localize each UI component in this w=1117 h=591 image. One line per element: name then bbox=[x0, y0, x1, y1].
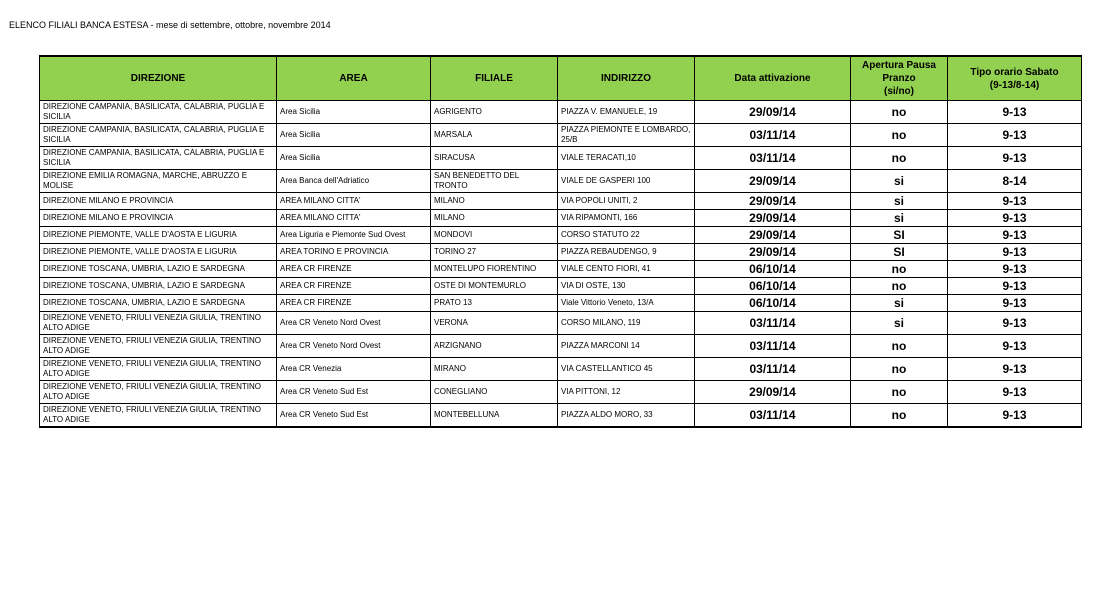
cell-indirizzo: PIAZZA REBAUDENGO, 9 bbox=[558, 244, 695, 261]
cell-data-attivazione: 03/11/14 bbox=[695, 312, 851, 335]
cell-apertura-pausa: SI bbox=[851, 227, 948, 244]
cell-direzione: DIREZIONE CAMPANIA, BASILICATA, CALABRIA, PUGLIA E SICILIA bbox=[40, 124, 277, 147]
cell-tipo-orario-sabato: 9-13 bbox=[948, 193, 1082, 210]
table-row bbox=[40, 295, 1082, 312]
cell-indirizzo: VIA CASTELLANTICO 45 bbox=[558, 358, 695, 381]
cell-tipo-orario-sabato: 9-13 bbox=[948, 124, 1082, 147]
cell-tipo-orario-sabato: 9-13 bbox=[948, 335, 1082, 358]
cell-filiale: MIRANO bbox=[431, 358, 558, 381]
cell-filiale: CONEGLIANO bbox=[431, 381, 558, 404]
cell-direzione: DIREZIONE CAMPANIA, BASILICATA, CALABRIA, PUGLIA E SICILIA bbox=[40, 147, 277, 170]
cell-area: AREA CR FIRENZE bbox=[277, 261, 431, 278]
cell-apertura-pausa: no bbox=[851, 124, 948, 147]
cell-direzione: DIREZIONE VENETO, FRIULI VENEZIA GIULIA, TRENTINO ALTO ADIGE bbox=[40, 381, 277, 404]
table-row bbox=[40, 278, 1082, 295]
table-row bbox=[40, 244, 1082, 261]
table-row bbox=[40, 381, 1082, 404]
header-indirizzo: INDIRIZZO bbox=[558, 56, 695, 101]
cell-indirizzo: CORSO MILANO, 119 bbox=[558, 312, 695, 335]
branches-table bbox=[39, 55, 1082, 428]
table-row bbox=[40, 210, 1082, 227]
cell-indirizzo: PIAZZA MARCONI 14 bbox=[558, 335, 695, 358]
cell-filiale: AGRIGENTO bbox=[431, 101, 558, 124]
table-row bbox=[40, 312, 1082, 335]
cell-apertura-pausa: no bbox=[851, 147, 948, 170]
cell-apertura-pausa: no bbox=[851, 261, 948, 278]
header-pausa-line-2: Pranzo bbox=[882, 73, 916, 84]
cell-data-attivazione: 03/11/14 bbox=[695, 358, 851, 381]
cell-direzione: DIREZIONE VENETO, FRIULI VENEZIA GIULIA, TRENTINO ALTO ADIGE bbox=[40, 358, 277, 381]
cell-direzione: DIREZIONE TOSCANA, UMBRIA, LAZIO E SARDEGNA bbox=[40, 295, 277, 312]
cell-filiale: MARSALA bbox=[431, 124, 558, 147]
table-body bbox=[40, 101, 1082, 428]
cell-area: AREA MILANO CITTA' bbox=[277, 193, 431, 210]
cell-filiale: MONTEBELLUNA bbox=[431, 404, 558, 428]
cell-direzione: DIREZIONE PIEMONTE, VALLE D'AOSTA E LIGURIA bbox=[40, 244, 277, 261]
cell-apertura-pausa: si bbox=[851, 210, 948, 227]
cell-apertura-pausa: si bbox=[851, 170, 948, 193]
cell-tipo-orario-sabato: 9-13 bbox=[948, 278, 1082, 295]
cell-area: AREA TORINO E PROVINCIA bbox=[277, 244, 431, 261]
cell-area: Area CR Veneto Nord Ovest bbox=[277, 312, 431, 335]
table-row bbox=[40, 170, 1082, 193]
cell-tipo-orario-sabato: 9-13 bbox=[948, 381, 1082, 404]
cell-tipo-orario-sabato: 9-13 bbox=[948, 101, 1082, 124]
cell-tipo-orario-sabato: 9-13 bbox=[948, 295, 1082, 312]
cell-apertura-pausa: no bbox=[851, 381, 948, 404]
table-row bbox=[40, 358, 1082, 381]
cell-direzione: DIREZIONE CAMPANIA, BASILICATA, CALABRIA, PUGLIA E SICILIA bbox=[40, 101, 277, 124]
cell-filiale: VERONA bbox=[431, 312, 558, 335]
cell-direzione: DIREZIONE EMILIA ROMAGNA, MARCHE, ABRUZZO E MOLISE bbox=[40, 170, 277, 193]
cell-indirizzo: PIAZZA PIEMONTE E LOMBARDO, 25/B bbox=[558, 124, 695, 147]
cell-data-attivazione: 29/09/14 bbox=[695, 193, 851, 210]
cell-apertura-pausa: no bbox=[851, 101, 948, 124]
table-header-row bbox=[40, 56, 1082, 101]
cell-filiale: MILANO bbox=[431, 210, 558, 227]
table-row bbox=[40, 261, 1082, 278]
cell-data-attivazione: 29/09/14 bbox=[695, 210, 851, 227]
cell-direzione: DIREZIONE PIEMONTE, VALLE D'AOSTA E LIGURIA bbox=[40, 227, 277, 244]
table-row bbox=[40, 404, 1082, 428]
cell-indirizzo: VIALE CENTO FIORI, 41 bbox=[558, 261, 695, 278]
cell-tipo-orario-sabato: 9-13 bbox=[948, 358, 1082, 381]
cell-apertura-pausa: no bbox=[851, 404, 948, 428]
cell-filiale: MONDOVI bbox=[431, 227, 558, 244]
header-apertura-pausa bbox=[851, 56, 948, 101]
cell-data-attivazione: 29/09/14 bbox=[695, 244, 851, 261]
cell-apertura-pausa: si bbox=[851, 312, 948, 335]
cell-tipo-orario-sabato: 9-13 bbox=[948, 312, 1082, 335]
cell-data-attivazione: 29/09/14 bbox=[695, 101, 851, 124]
cell-area: Area CR Veneto Sud Est bbox=[277, 381, 431, 404]
cell-filiale: MILANO bbox=[431, 193, 558, 210]
cell-area: Area Banca dell'Adriatico bbox=[277, 170, 431, 193]
cell-data-attivazione: 03/11/14 bbox=[695, 404, 851, 428]
cell-apertura-pausa: no bbox=[851, 278, 948, 295]
header-pausa-line-1: Apertura Pausa bbox=[862, 60, 936, 71]
cell-direzione: DIREZIONE TOSCANA, UMBRIA, LAZIO E SARDEGNA bbox=[40, 261, 277, 278]
cell-data-attivazione: 29/09/14 bbox=[695, 381, 851, 404]
cell-tipo-orario-sabato: 9-13 bbox=[948, 227, 1082, 244]
cell-filiale: SIRACUSA bbox=[431, 147, 558, 170]
header-tipo-orario-sabato bbox=[948, 56, 1082, 101]
cell-direzione: DIREZIONE VENETO, FRIULI VENEZIA GIULIA, TRENTINO ALTO ADIGE bbox=[40, 335, 277, 358]
cell-data-attivazione: 29/09/14 bbox=[695, 170, 851, 193]
header-sabato-line-1: Tipo orario Sabato bbox=[970, 66, 1059, 78]
cell-filiale: ARZIGNANO bbox=[431, 335, 558, 358]
cell-indirizzo: PIAZZA V. EMANUELE, 19 bbox=[558, 101, 695, 124]
document-title: ELENCO FILIALI BANCA ESTESA - mese di settembre, ottobre, novembre 2014 bbox=[9, 20, 331, 30]
cell-indirizzo: VIALE TERACATI,10 bbox=[558, 147, 695, 170]
cell-direzione: DIREZIONE MILANO E PROVINCIA bbox=[40, 193, 277, 210]
table-row bbox=[40, 124, 1082, 147]
cell-apertura-pausa: si bbox=[851, 295, 948, 312]
cell-filiale: SAN BENEDETTO DEL TRONTO bbox=[431, 170, 558, 193]
header-data-attivazione: Data attivazione bbox=[695, 56, 851, 101]
cell-area: AREA CR FIRENZE bbox=[277, 278, 431, 295]
cell-tipo-orario-sabato: 9-13 bbox=[948, 261, 1082, 278]
cell-direzione: DIREZIONE VENETO, FRIULI VENEZIA GIULIA, TRENTINO ALTO ADIGE bbox=[40, 312, 277, 335]
header-direzione: DIREZIONE bbox=[40, 56, 277, 101]
cell-data-attivazione: 29/09/14 bbox=[695, 227, 851, 244]
cell-filiale: PRATO 13 bbox=[431, 295, 558, 312]
cell-data-attivazione: 06/10/14 bbox=[695, 295, 851, 312]
table-row bbox=[40, 335, 1082, 358]
cell-indirizzo: VIA RIPAMONTI, 166 bbox=[558, 210, 695, 227]
table-row bbox=[40, 147, 1082, 170]
cell-data-attivazione: 06/10/14 bbox=[695, 278, 851, 295]
cell-area: AREA MILANO CITTA' bbox=[277, 210, 431, 227]
cell-data-attivazione: 06/10/14 bbox=[695, 261, 851, 278]
cell-apertura-pausa: SI bbox=[851, 244, 948, 261]
cell-apertura-pausa: si bbox=[851, 193, 948, 210]
cell-indirizzo: VIA PITTONI, 12 bbox=[558, 381, 695, 404]
header-sabato-line-2: (9-13/8-14) bbox=[989, 79, 1040, 91]
cell-tipo-orario-sabato: 9-13 bbox=[948, 210, 1082, 227]
cell-apertura-pausa: no bbox=[851, 335, 948, 358]
table-row bbox=[40, 227, 1082, 244]
cell-indirizzo: PIAZZA ALDO MORO, 33 bbox=[558, 404, 695, 428]
cell-area: Area CR Veneto Nord Ovest bbox=[277, 335, 431, 358]
table-row bbox=[40, 193, 1082, 210]
cell-data-attivazione: 03/11/14 bbox=[695, 147, 851, 170]
cell-tipo-orario-sabato: 9-13 bbox=[948, 404, 1082, 428]
cell-direzione: DIREZIONE TOSCANA, UMBRIA, LAZIO E SARDEGNA bbox=[40, 278, 277, 295]
cell-direzione: DIREZIONE VENETO, FRIULI VENEZIA GIULIA, TRENTINO ALTO ADIGE bbox=[40, 404, 277, 428]
cell-filiale: TORINO 27 bbox=[431, 244, 558, 261]
cell-tipo-orario-sabato: 9-13 bbox=[948, 244, 1082, 261]
cell-indirizzo: VIA DI OSTE, 130 bbox=[558, 278, 695, 295]
cell-indirizzo: Viale Vittorio Veneto, 13/A bbox=[558, 295, 695, 312]
cell-area: Area Sicilia bbox=[277, 147, 431, 170]
header-pausa-line-3: (si/no) bbox=[884, 86, 914, 97]
cell-area: Area Sicilia bbox=[277, 101, 431, 124]
cell-indirizzo: CORSO STATUTO 22 bbox=[558, 227, 695, 244]
cell-area: Area CR Venezia bbox=[277, 358, 431, 381]
cell-tipo-orario-sabato: 8-14 bbox=[948, 170, 1082, 193]
cell-filiale: MONTELUPO FIORENTINO bbox=[431, 261, 558, 278]
cell-indirizzo: VIALE DE GASPERI 100 bbox=[558, 170, 695, 193]
cell-tipo-orario-sabato: 9-13 bbox=[948, 147, 1082, 170]
cell-direzione: DIREZIONE MILANO E PROVINCIA bbox=[40, 210, 277, 227]
cell-area: Area Liguria e Piemonte Sud Ovest bbox=[277, 227, 431, 244]
cell-area: Area Sicilia bbox=[277, 124, 431, 147]
cell-data-attivazione: 03/11/14 bbox=[695, 335, 851, 358]
cell-indirizzo: VIA POPOLI UNITI, 2 bbox=[558, 193, 695, 210]
header-filiale: FILIALE bbox=[431, 56, 558, 101]
cell-area: AREA CR FIRENZE bbox=[277, 295, 431, 312]
cell-area: Area CR Veneto Sud Est bbox=[277, 404, 431, 428]
cell-apertura-pausa: no bbox=[851, 358, 948, 381]
table-row bbox=[40, 101, 1082, 124]
header-area: AREA bbox=[277, 56, 431, 101]
cell-data-attivazione: 03/11/14 bbox=[695, 124, 851, 147]
cell-filiale: OSTE DI MONTEMURLO bbox=[431, 278, 558, 295]
